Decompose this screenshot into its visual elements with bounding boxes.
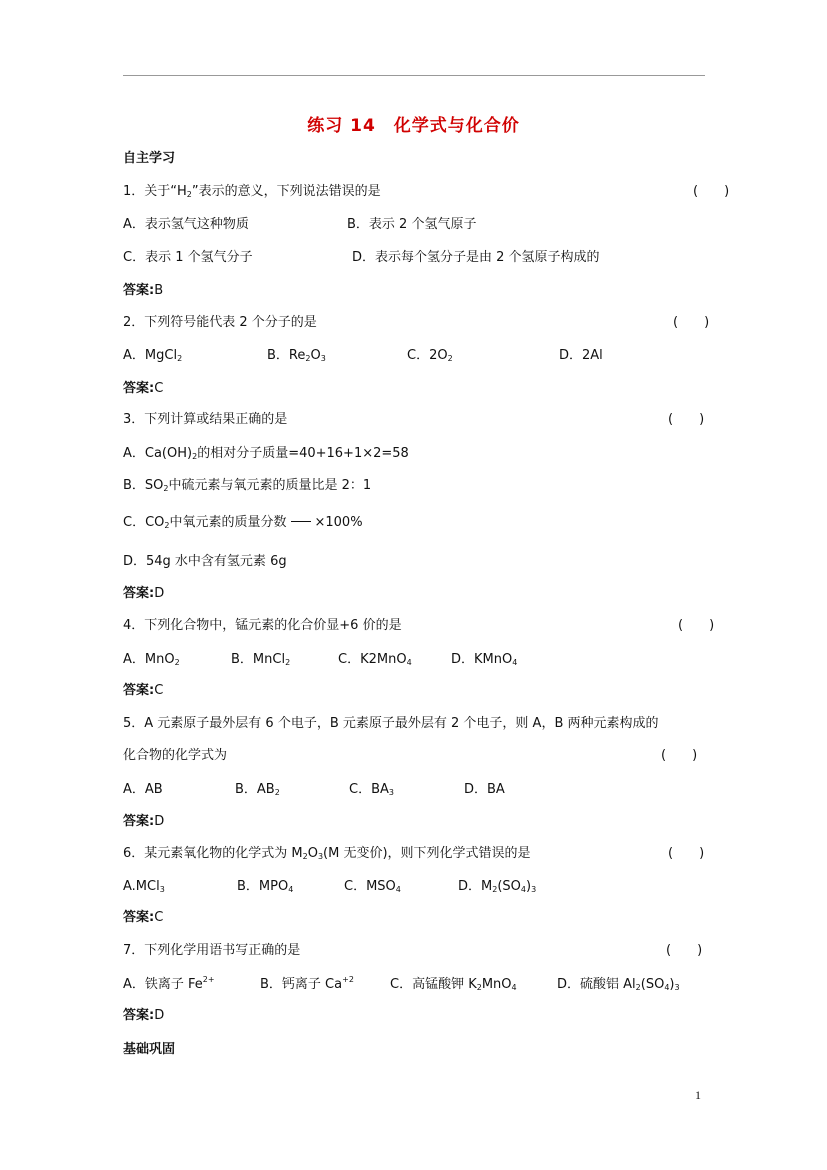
- question-4-option-d: D．KMnO$_4$: [451, 652, 518, 667]
- question-7-option-c: C．高锰酸钾 $K_2MnO_4$: [390, 977, 517, 992]
- page-title: 练习 14 化学式与化合价: [307, 116, 520, 136]
- question-5-option-d: D．BA: [464, 782, 505, 797]
- section-heading-consolidation: 基础巩固: [123, 1042, 176, 1057]
- question-1-option-d: D．表示每个氢分子是由 2 个氢原子构成的: [352, 250, 600, 265]
- question-5-option-b: B．$AB_2$: [235, 782, 280, 797]
- question-4-option-b: B．MnCl$_2$: [231, 652, 291, 667]
- question-2-option-a: A．MgCl$_2$: [123, 348, 183, 363]
- question-6-answer-blank: ( ): [668, 846, 705, 861]
- question-6-answer: 答案:C: [123, 910, 164, 925]
- question-5-stem-line1: 5．A 元素原子最外层有 6 个电子，B 元素原子最外层有 2 个电子，则 A，B 两种元素构成的: [123, 716, 659, 731]
- page-number: 1: [695, 1088, 701, 1102]
- question-3-option-a: A．$Ca(OH)_2$的相对分子质量=40+16+1×2=58: [123, 446, 409, 461]
- question-5-answer-blank: ( ): [661, 748, 698, 763]
- header-rule: [123, 75, 705, 76]
- question-5-option-a: A．AB: [123, 782, 163, 797]
- question-3-answer-blank: ( ): [668, 412, 705, 427]
- question-1-option-c: C．表示 1 个氢气分子: [123, 250, 253, 265]
- section-heading-self-study: 自主学习: [123, 151, 176, 166]
- question-3-answer: 答案:D: [123, 586, 165, 601]
- question-4-option-a: A．MnO$_2$: [123, 652, 180, 667]
- question-7-answer: 答案:D: [123, 1008, 165, 1023]
- question-2-option-d: D．2Al: [559, 348, 603, 363]
- question-7-stem: 7．下列化学用语书写正确的是: [123, 943, 301, 958]
- question-1-answer-blank: ( ): [693, 184, 730, 199]
- question-4-answer-blank: ( ): [678, 618, 715, 633]
- question-7-option-b: B．钙离子 $Ca^{+2}$: [260, 975, 354, 992]
- question-2-answer: 答案:C: [123, 381, 164, 396]
- fraction-bar: [291, 521, 311, 522]
- question-5-answer: 答案:D: [123, 814, 165, 829]
- question-6-option-b: B．$MPO_4$: [237, 879, 294, 894]
- question-7-answer-blank: ( ): [666, 943, 703, 958]
- question-3-option-b: B．$SO_2$中硫元素与氧元素的质量比是 2：1: [123, 478, 372, 493]
- question-4-stem: 4．下列化合物中，锰元素的化合价显+6 价的是: [123, 618, 402, 633]
- question-5-option-c: C．$BA_3$: [349, 782, 394, 797]
- question-1-option-b: B．表示 2 个氢气原子: [347, 217, 477, 232]
- question-7-option-a: A．铁离子 $Fe^{2+}$: [123, 975, 215, 992]
- question-2-option-c: C．$2O_2$: [407, 348, 453, 363]
- question-4-answer: 答案:C: [123, 683, 164, 698]
- question-6-option-d: D．$M_2(SO_4)_3$: [458, 879, 537, 894]
- question-6-option-a: A.MCl$_3$: [123, 879, 165, 894]
- question-3-option-d: D．54g 水中含有氢元素 6g: [123, 554, 287, 569]
- question-1-answer: 答案:B: [123, 283, 164, 298]
- question-1-option-a: A．表示氢气这种物质: [123, 217, 249, 232]
- question-4-option-c: C．K2MnO$_4$: [338, 652, 412, 667]
- question-6-option-c: C．$MSO_4$: [344, 879, 401, 894]
- question-2-answer-blank: ( ): [673, 315, 710, 330]
- question-6-stem: 6．某元素氧化物的化学式为 $M_2O_3(M$ 无变价)，则下列化学式错误的是: [123, 846, 531, 861]
- question-5-stem-line2: 化合物的化学式为: [123, 748, 228, 763]
- question-3-stem: 3．下列计算或结果正确的是: [123, 412, 288, 427]
- question-1-stem: 1．关于“$H_2$”表示的意义，下列说法错误的是: [123, 184, 381, 199]
- question-7-option-d: D．硫酸铝 $Al_2(SO_4)_3$: [557, 977, 680, 992]
- question-2-option-b: B．$Re_2O_3$: [267, 348, 326, 363]
- question-3-option-c: C．$CO_2$中氧元素的质量分数 ×100%: [123, 515, 363, 530]
- question-2-stem: 2．下列符号能代表 2 个分子的是: [123, 315, 317, 330]
